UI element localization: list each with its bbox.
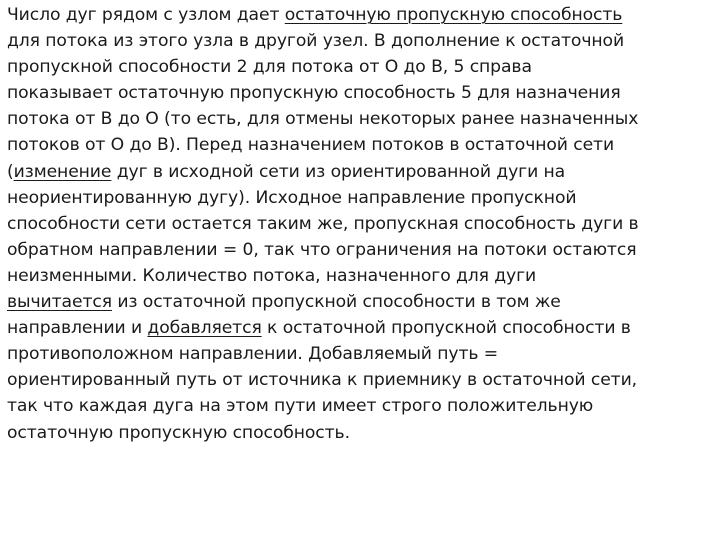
underlined-term: вычитается	[7, 292, 112, 313]
text-run: из остаточной пропускной способности в том же	[111, 292, 561, 313]
text-line	[7, 54, 719, 80]
text-line	[7, 315, 719, 341]
text-line	[7, 341, 719, 367]
text-line	[7, 289, 719, 315]
text-run: к остаточной пропускной способности в	[261, 318, 631, 339]
text-line	[7, 185, 719, 211]
text-line	[7, 237, 719, 263]
text-run: так что каждая дуга на этом пути имеет строго положительную	[7, 396, 594, 417]
text-line	[7, 420, 719, 446]
body-paragraph	[7, 2, 719, 446]
text-line	[7, 106, 719, 132]
text-line	[7, 2, 719, 28]
text-line	[7, 132, 719, 158]
text-line	[7, 211, 719, 237]
text-run: ориентированный путь от источника к приемнику в остаточной сети,	[7, 370, 638, 391]
text-run: пропускной способности 2 для потока от O до B, 5 справа	[7, 57, 532, 78]
text-run: способности сети остается таким же, пропускная способность дуги в	[7, 213, 639, 234]
underlined-term: остаточную пропускную способность	[284, 5, 623, 25]
text-run: остаточную пропускную способность.	[7, 422, 350, 443]
text-run: дуг в исходной сети из ориентированной дуги на	[111, 161, 566, 182]
text-run: (	[7, 161, 14, 182]
text-line	[7, 393, 719, 419]
underlined-term: добавляется	[147, 318, 262, 339]
text-run: неориентированную дугу). Исходное направление пропускной	[7, 187, 577, 208]
text-line	[7, 367, 719, 393]
text-line	[7, 263, 719, 289]
text-run: для потока из этого узла в другой узел. В дополнение к остаточной	[7, 31, 625, 52]
text-run: показывает остаточную пропускную способность 5 для назначения	[7, 83, 621, 104]
text-run: потоков от O до B). Перед назначением потоков в остаточной сети	[7, 135, 615, 156]
text-line	[7, 159, 719, 185]
text-run: направлении и	[7, 318, 148, 339]
text-run: Число дуг рядом с узлом дает	[7, 5, 285, 25]
text-line	[7, 28, 719, 54]
text-run: неизменными. Количество потока, назначенного для дуги	[7, 265, 537, 286]
text-run: потока от B до O (то есть, для отмены некоторых ранее назначенных	[7, 109, 639, 130]
underlined-term: изменение	[13, 161, 112, 182]
text-run: обратном направлении = 0, так что ограничения на потоки остаются	[7, 239, 637, 260]
text-run: противоположном направлении. Добавляемый путь =	[7, 344, 499, 365]
text-line	[7, 80, 719, 106]
